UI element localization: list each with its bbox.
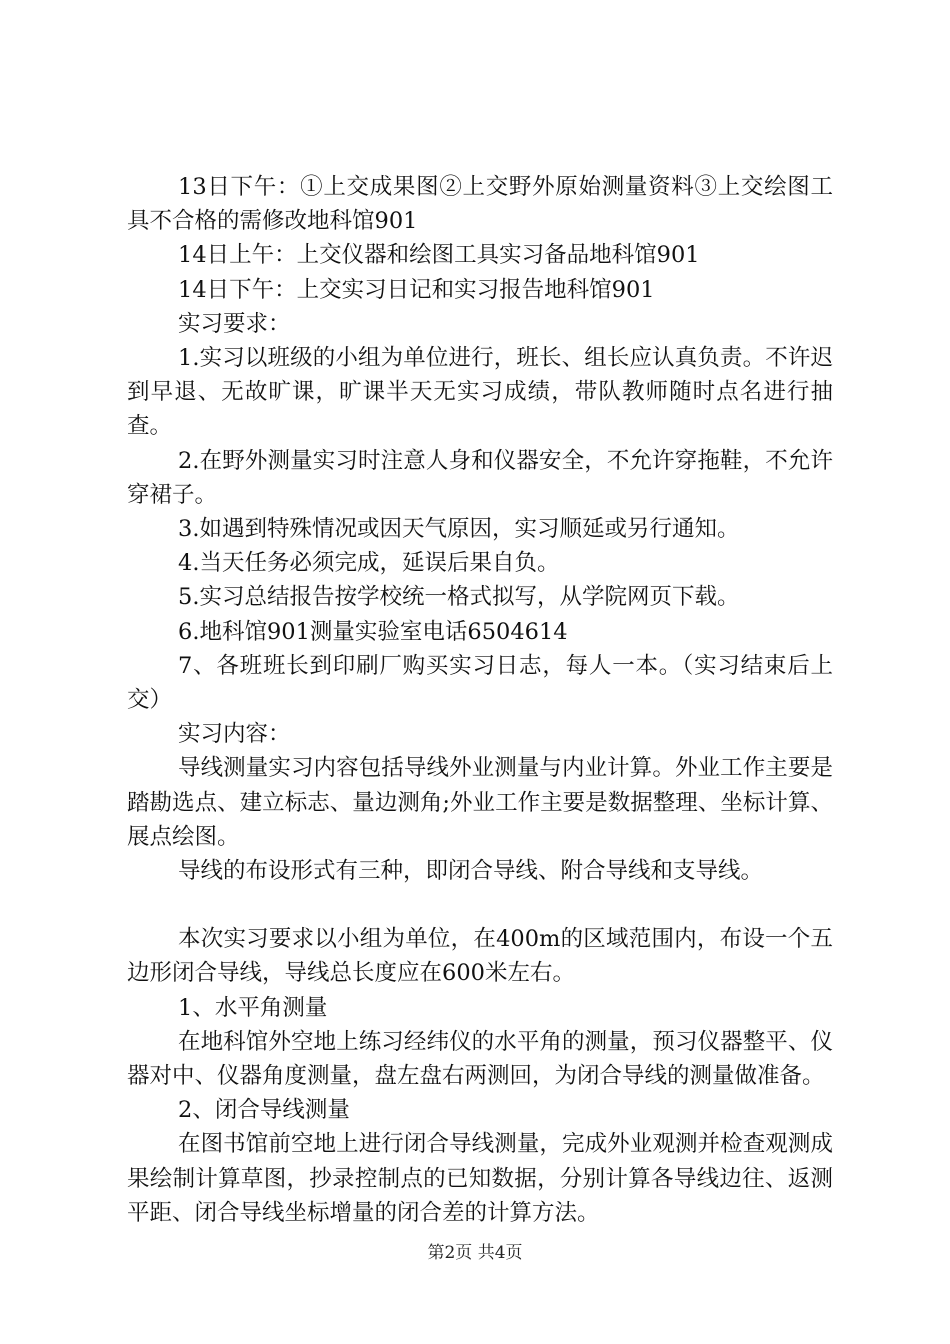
requirement-item-3: 3.如遇到特殊情况或因天气原因，实习顺延或另行通知。 bbox=[178, 516, 740, 543]
requirement-item-4: 4.当天任务必须完成，延误后果自负。 bbox=[178, 550, 560, 577]
paragraph-closed-traverse: 在图书馆前空地上进行闭合导线测量，完成外业观测并检查观测成果绘制计算草图，抄录控制点的已知数据，分别计算各导线边往、返测平距、闭合导线坐标增量的闭合差的计算方法。 bbox=[127, 1131, 833, 1226]
requirement-item-2: 2.在野外测量实习时注意人身和仪器安全，不允许穿拖鞋，不允许穿裙子。 bbox=[127, 447, 833, 508]
paragraph-horizontal-angle: 在地科馆外空地上练习经纬仪的水平角的测量，预习仪器整平、仪器对中、仪器角度测量，盘左盘右两测回，为闭合导线的测量做准备。 bbox=[127, 1028, 833, 1090]
blank-line bbox=[127, 888, 833, 922]
paragraph-this-practice: 本次实习要求以小组为单位，在400m的区域范围内，布设一个五边形闭合导线，导线总长度应在600米左右。 bbox=[127, 926, 833, 987]
requirement-item-5: 5.实习总结报告按学校统一格式拟写，从学院网页下载。 bbox=[178, 584, 740, 611]
requirement-item-6: 6.地科馆901测量实验室电话6504614 bbox=[178, 618, 568, 645]
heading-requirements: 实习要求： bbox=[178, 310, 291, 337]
subheading-horizontal-angle: 1、水平角测量 bbox=[178, 994, 328, 1021]
page-number: 第2页 共4页 bbox=[427, 1243, 523, 1263]
paragraph-traverse-content: 导线测量实习内容包括导线外业测量与内业计算。外业工作主要是踏勘选点、建立标志、量边测角;外业工作主要是数据整理、坐标计算、展点绘图。 bbox=[127, 755, 833, 850]
paragraph-day14-morning: 14日上午：上交仪器和绘图工具实习备品地科馆901 bbox=[178, 242, 700, 269]
heading-content: 实习内容： bbox=[178, 721, 291, 748]
requirement-item-1: 1.实习以班级的小组为单位进行，班长、组长应认真负责。不许迟到早退、无故旷课，旷课半天无实习成绩，带队教师随时点名进行抽查。 bbox=[127, 345, 833, 440]
paragraph-day14-afternoon: 14日下午：上交实习日记和实习报告地科馆901 bbox=[178, 276, 655, 303]
document-body bbox=[127, 170, 833, 1230]
paragraph-traverse-forms: 导线的布设形式有三种，即闭合导线、附合导线和支导线。 bbox=[178, 858, 764, 885]
subheading-closed-traverse: 2、闭合导线测量 bbox=[178, 1097, 350, 1124]
requirement-item-7: 7、各班班长到印刷厂购买实习日志，每人一本。（实习结束后上交） bbox=[127, 652, 833, 714]
paragraph-day13-afternoon: 13日下午：①上交成果图②上交野外原始测量资料③上交绘图工具不合格的需修改地科馆901 bbox=[127, 174, 833, 235]
